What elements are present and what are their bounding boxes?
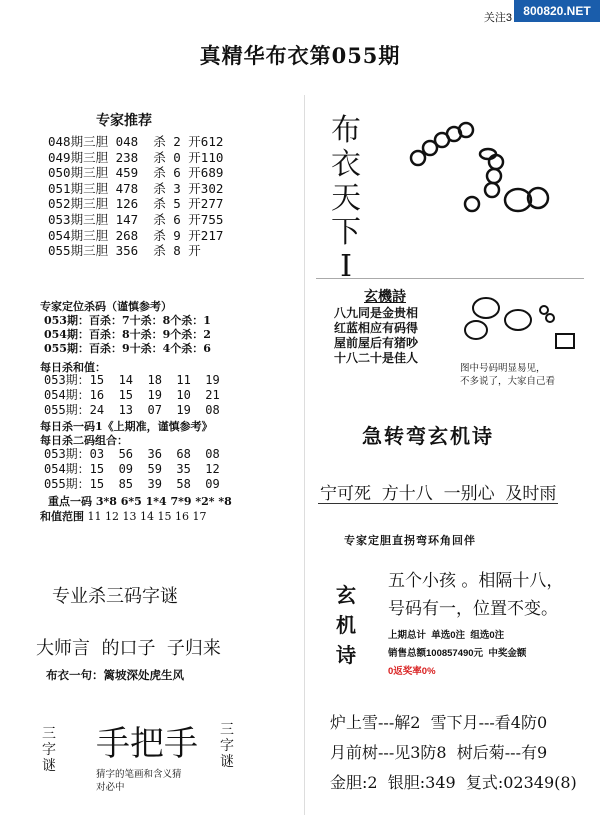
- riddle-heading: 专业杀三码字谜: [52, 586, 178, 606]
- xuanji-vertical: 玄机诗: [336, 583, 356, 667]
- stats-line-3: 0返奖率0%: [388, 666, 436, 677]
- follow-text: 关注3: [483, 12, 512, 24]
- bottom-riddle-2: 月前树---见3防8 树后菊---有9: [330, 743, 548, 762]
- poem-caption-2: 不多说了，大家自己看: [460, 376, 556, 387]
- sum-kill-row: 055期：24 13 07 19 08: [44, 402, 220, 417]
- poem-caption-1: 图中号码明显易见，: [460, 363, 546, 374]
- sum-kill-list: [44, 373, 220, 417]
- bead-shape: [465, 197, 479, 211]
- bottom-riddle-1: 炉上雪---解2 雪下月---看4防0: [330, 713, 548, 732]
- poem-line: 八九同是金贵相: [334, 306, 419, 320]
- buyi-vertical-title: 布衣天下I: [331, 113, 361, 284]
- position-kill-row: 053期：百杀：7十杀：8个杀：1: [44, 314, 211, 327]
- riddle-right-vertical: 三字谜: [220, 722, 234, 770]
- focus-code: 重点一码 3*8 6*5 1*4 7*9 *2* *8: [48, 495, 232, 508]
- bead-shape: [485, 183, 499, 197]
- divider-line: [316, 278, 584, 279]
- bottom-riddle-3: 金胆:2 银胆:349 复式:02349(8): [330, 773, 577, 792]
- page-title: 真精华布衣第055期: [199, 43, 401, 68]
- two-code-row: 053期：03 56 36 68 08: [44, 447, 220, 461]
- expert-row: 050期三胆 459 杀 6 开689: [48, 165, 224, 181]
- expert-heading: 专家推荐: [96, 112, 152, 128]
- coin-shape: [505, 310, 531, 330]
- coins-illustration: [456, 290, 582, 354]
- poem-line: 红蓝相应有码得: [334, 321, 419, 335]
- position-kill-row: 054期：百杀：8十杀：9个杀：2: [44, 328, 211, 341]
- position-kill-list: [44, 314, 211, 356]
- xuanji-poem-heading: 玄機詩: [364, 289, 406, 305]
- expert-row: 051期三胆 478 杀 3 开302: [48, 180, 224, 196]
- underline: [318, 503, 558, 504]
- site-watermark: 800820.NET: [514, 0, 600, 22]
- ji-zhuan-line: 宁可死 方十八 一别心 及时雨: [320, 484, 557, 504]
- expert-row: 054期三胆 268 杀 9 开217: [48, 227, 224, 243]
- coin-shape: [473, 298, 499, 318]
- stats-line-1: 上期总计 单选0注 组选0注: [388, 630, 505, 641]
- beads-illustration: [400, 118, 560, 234]
- stats-line-2: 销售总额100857490元 中奖金额: [388, 648, 527, 659]
- bead-shape: [540, 306, 548, 314]
- ingot-shape: [480, 149, 496, 159]
- riddle-left-vertical: 三字谜: [42, 726, 56, 774]
- two-code-list: [44, 447, 220, 491]
- bead-shape: [487, 169, 501, 183]
- two-code-row: 054期：15 09 59 35 12: [44, 461, 220, 476]
- sum-range-label: 和值范围: [40, 510, 84, 523]
- pot-shape: [556, 334, 574, 348]
- coin-shape: [465, 321, 487, 339]
- bead-shape: [546, 314, 554, 322]
- sum-range-values: 11 12 13 14 15 16 17: [87, 510, 207, 523]
- sum-kill-heading: 每日杀和值：: [40, 361, 106, 374]
- expert-row: 052期三胆 126 杀 5 开277: [48, 196, 224, 212]
- bead-shape: [411, 151, 425, 165]
- poem-line: 十八二十是佳人: [334, 351, 419, 365]
- poem-line: 屋前屋后有猪吵: [334, 336, 419, 350]
- expert-dan-heading: 专家定胆直拐弯环角回伴: [344, 534, 476, 547]
- sum-kill-row: 053期：15 14 18 11 19: [44, 373, 220, 387]
- expert-dan-line-2: 号码有一，位置不变。: [388, 599, 558, 619]
- expert-list: [48, 134, 223, 259]
- two-code-row: 055期：15 85 39 58 09: [44, 476, 220, 491]
- sum-kill-row: 054期：16 15 19 10 21: [44, 387, 220, 402]
- expert-row: 048期三胆 048 杀 2 开612: [48, 134, 224, 149]
- xuanji-poem-lines: [334, 306, 418, 366]
- riddle-big-word: 手把手: [96, 724, 198, 764]
- buyi-line: 布衣一句：篱坡深处虎生风: [46, 668, 184, 682]
- expert-row: 053期三胆 147 杀 6 开755: [48, 211, 224, 227]
- column-divider: [304, 95, 305, 815]
- position-kill-row: 055期：百杀：9十杀：4个杀：6: [44, 342, 211, 355]
- master-line: 大师言 的口子 子归来: [36, 638, 221, 659]
- sum-range-line: [40, 508, 206, 524]
- one-code-heading: 每日杀一码1《上期准，谨慎参考》: [40, 420, 213, 433]
- ji-zhuan-heading: 急转弯玄机诗: [362, 424, 494, 448]
- position-kill-heading: 专家定位杀码（谨慎参考）: [40, 301, 172, 313]
- expert-row: 055期三胆 356 杀 8 开: [48, 243, 201, 259]
- expert-dan-line-1: 五个小孩 。相隔十八，: [388, 571, 564, 591]
- two-code-subheading: 每日杀二码组合：: [40, 434, 128, 447]
- riddle-caption: 猜字的笔画和含义猜对必中: [96, 769, 182, 793]
- expert-row: 049期三胆 238 杀 0 开110: [48, 149, 224, 165]
